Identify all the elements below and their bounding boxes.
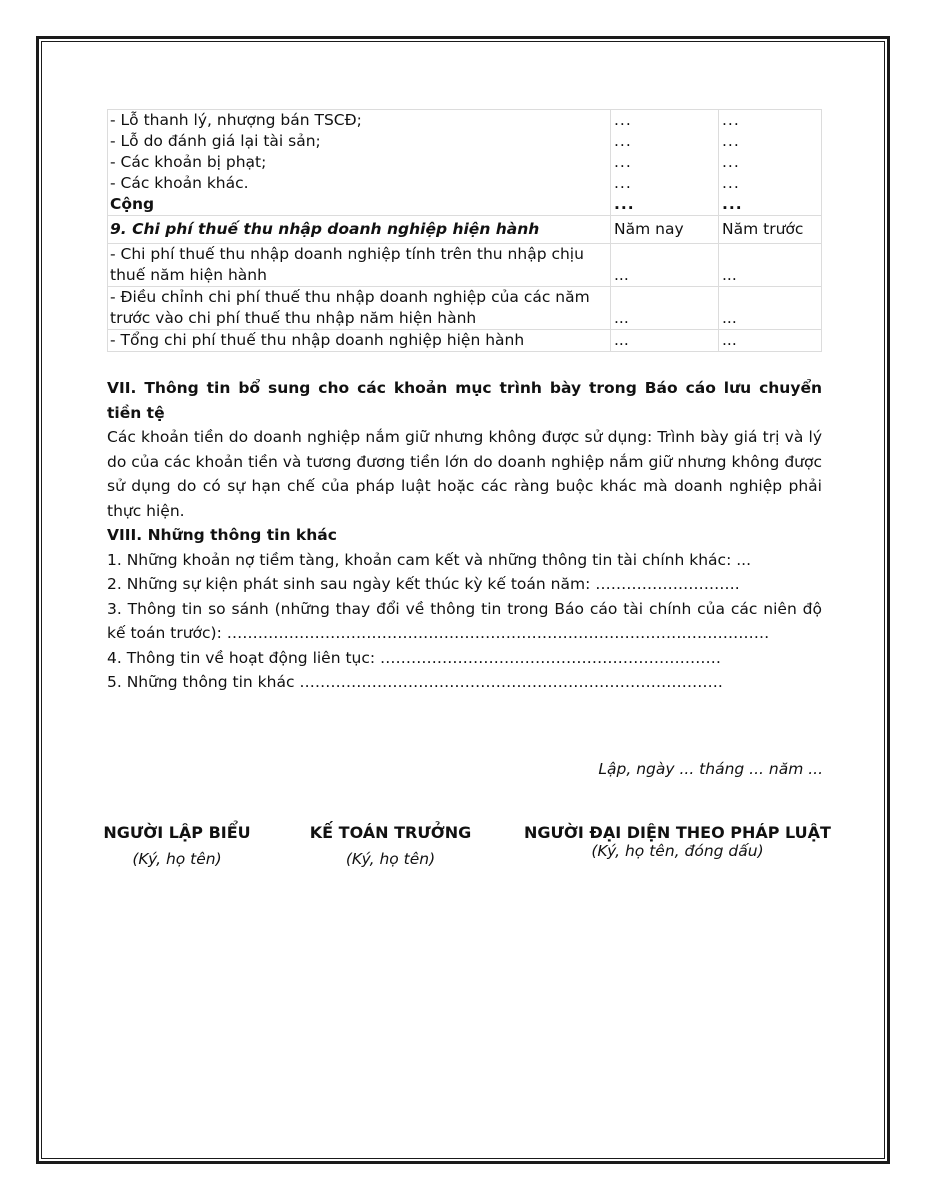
table-cell bbox=[611, 110, 719, 216]
signature-block-preparer bbox=[96, 823, 258, 868]
table-cell bbox=[108, 110, 611, 216]
date-line: Lập, ngày ... tháng ... năm ... bbox=[598, 760, 823, 778]
signature-note: (Ký, họ tên) bbox=[132, 850, 222, 868]
section-title: VII. Thông tin bổ sung cho các khoản mục trình bày trong Báo cáo lưu chuyển tiền tệ bbox=[107, 379, 822, 422]
section-vii bbox=[107, 376, 822, 523]
table-row bbox=[108, 110, 822, 216]
document-body bbox=[107, 109, 822, 695]
value-placeholder: ... bbox=[722, 174, 740, 192]
table-cell bbox=[108, 287, 611, 330]
list-item: - Các khoản khác. bbox=[110, 174, 249, 192]
signature-title: NGƯỜI LẬP BIỂU bbox=[103, 823, 251, 842]
value-placeholder: ... bbox=[611, 287, 719, 330]
value-placeholder: ... bbox=[614, 111, 632, 129]
value-placeholder: ... bbox=[722, 153, 740, 171]
row-label: trước vào chi phí thuế thu nhập năm hiện hành bbox=[110, 309, 477, 327]
table-row bbox=[108, 244, 822, 287]
value-placeholder: ... bbox=[611, 244, 719, 287]
value-placeholder: ... bbox=[722, 111, 740, 129]
table-row bbox=[108, 216, 822, 244]
tax-expense-table bbox=[107, 109, 822, 352]
value-placeholder: ... bbox=[614, 153, 632, 171]
signature-block-chief-accountant bbox=[303, 823, 478, 868]
signature-block-legal-representative bbox=[510, 823, 845, 860]
row-label: - Chi phí thuế thu nhập doanh nghiệp tính trên thu nhập chịu bbox=[110, 245, 584, 263]
section-viii bbox=[107, 523, 822, 695]
total-value: ... bbox=[722, 195, 743, 213]
section-heading: 9. Chi phí thuế thu nhập doanh nghiệp hiện hành bbox=[108, 216, 611, 244]
signature-note: (Ký, họ tên) bbox=[345, 850, 436, 868]
table-cell bbox=[719, 110, 822, 216]
value-placeholder: ... bbox=[719, 244, 822, 287]
signature-title: NGƯỜI ĐẠI DIỆN THEO PHÁP LUẬT bbox=[524, 823, 831, 842]
value-placeholder: ... bbox=[719, 330, 822, 352]
value-placeholder: ... bbox=[614, 174, 632, 192]
list-item: - Các khoản bị phạt; bbox=[110, 153, 267, 171]
column-header: Năm trước bbox=[719, 216, 822, 244]
total-value: ... bbox=[614, 195, 635, 213]
row-label: - Điều chỉnh chi phí thuế thu nhập doanh nghiệp của các năm bbox=[110, 288, 590, 306]
section-title: VIII. Những thông tin khác bbox=[107, 526, 337, 544]
signature-note: (Ký, họ tên, đóng dấu) bbox=[591, 842, 764, 860]
list-item: 1. Những khoản nợ tiềm tàng, khoản cam kết và những thông tin tài chính khác: ... bbox=[107, 550, 751, 569]
list-item: - Lỗ do đánh giá lại tài sản; bbox=[110, 132, 321, 150]
table-cell bbox=[108, 244, 611, 287]
column-header: Năm nay bbox=[611, 216, 719, 244]
table-row bbox=[108, 287, 822, 330]
table-row bbox=[108, 330, 822, 352]
value-placeholder: ... bbox=[722, 132, 740, 150]
list-item: 2. Những sự kiện phát sinh sau ngày kết thúc kỳ kế toán năm: ………………………. bbox=[107, 575, 740, 593]
total-label: Cộng bbox=[110, 195, 155, 213]
list-item: 3. Thông tin so sánh (những thay đổi về thông tin trong Báo cáo tài chính của các niên độ kế toán trước): …………………………………………………………………………………………… bbox=[107, 599, 822, 642]
row-label: - Tổng chi phí thuế thu nhập doanh nghiệp hiện hành bbox=[108, 330, 611, 352]
value-placeholder: ... bbox=[614, 132, 632, 150]
row-label: thuế năm hiện hành bbox=[110, 266, 267, 284]
list-item: 5. Những thông tin khác ………………………………………………………………………. bbox=[107, 673, 723, 691]
value-placeholder: ... bbox=[611, 330, 719, 352]
list-item: - Lỗ thanh lý, nhượng bán TSCĐ; bbox=[110, 111, 362, 129]
signature-title: KẾ TOÁN TRƯỞNG bbox=[309, 823, 472, 842]
section-paragraph: Các khoản tiền do doanh nghiệp nắm giữ nhưng không được sử dụng: Trình bày giá trị và lý do của các khoản tiền và tương đương tiền lớn do doanh nghiệp nắm giữ nhưng không được sử dụng do có sự hạn chế của pháp luật hoặc các ràng buộc khác mà doanh nghiệp phải thực hiện. bbox=[107, 428, 822, 520]
value-placeholder: ... bbox=[719, 287, 822, 330]
list-item: 4. Thông tin về hoạt động liên tục: ………………………………………………………… bbox=[107, 648, 722, 667]
